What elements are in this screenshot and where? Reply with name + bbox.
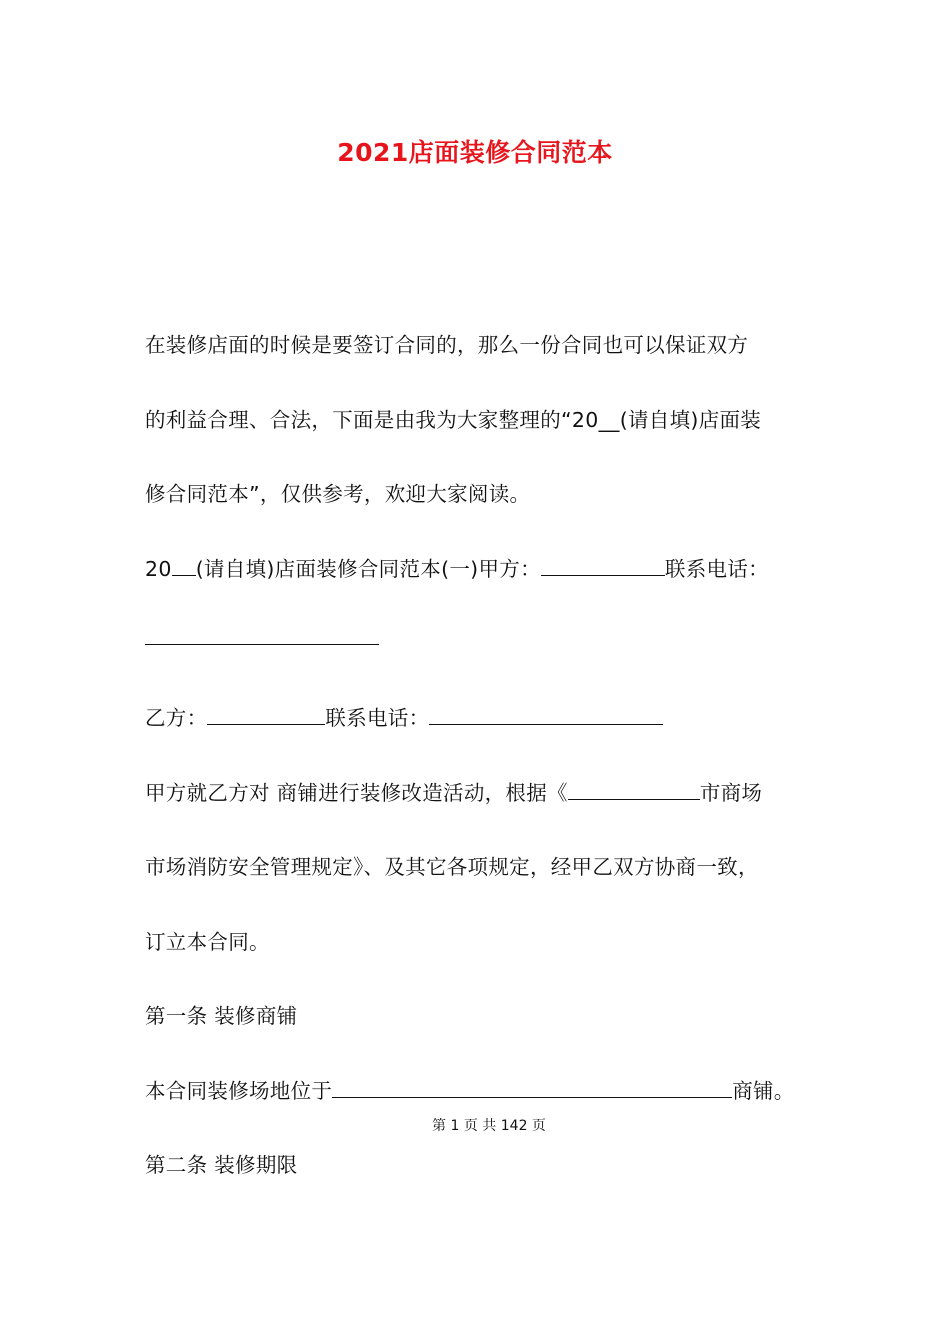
party-a-phone-line — [145, 626, 379, 650]
article-heading: 第一条 装修商铺 — [145, 1004, 298, 1028]
document-title: 2021店面装修合同范本 — [337, 138, 613, 167]
regulation-city-suffix: 市商场 — [699, 781, 763, 805]
paragraph-line: 修合同范本”，仅供参考，欢迎大家阅读。 — [145, 482, 531, 506]
paragraph-line — [145, 1074, 795, 1104]
paragraph-line: 市场消防安全管理规定》、及其它各项规定，经甲乙双方协商一致， — [145, 855, 759, 879]
party-a-label: (请自填)店面装修合同范本(一)甲方： — [195, 557, 541, 581]
party-b-label: 乙方： — [145, 706, 208, 730]
party-b-blank — [207, 706, 325, 725]
party-b-phone-label: 联系电话： — [325, 706, 430, 730]
location-suffix: 商铺。 — [732, 1079, 795, 1103]
article-heading: 第二条 装修期限 — [145, 1153, 298, 1177]
party-a-line — [145, 552, 769, 582]
year-blank — [172, 559, 196, 576]
paragraph-line: 订立本合同。 — [145, 930, 270, 954]
year-prefix: 20 — [145, 557, 172, 581]
regulation-intro: 甲方就乙方对 商铺进行装修改造活动，根据《 — [145, 781, 568, 805]
paragraph-line: 的利益合理、合法，下面是由我为大家整理的“20__(请自填)店面装 — [145, 408, 762, 432]
party-a-phone-blank — [145, 626, 379, 645]
paragraph-line: 在装修店面的时候是要签订合同的，那么一份合同也可以保证双方 — [145, 333, 749, 357]
page-footer: 第 1 页 共 142 页 — [432, 1118, 546, 1134]
party-a-blank — [541, 557, 665, 576]
party-b-line — [145, 701, 663, 731]
city-blank — [568, 781, 700, 800]
location-label: 本合同装修场地位于 — [145, 1079, 333, 1103]
location-blank — [332, 1079, 732, 1098]
party-a-phone-label: 联系电话： — [664, 557, 769, 581]
paragraph-line — [145, 776, 762, 806]
party-b-phone-blank — [429, 706, 663, 725]
